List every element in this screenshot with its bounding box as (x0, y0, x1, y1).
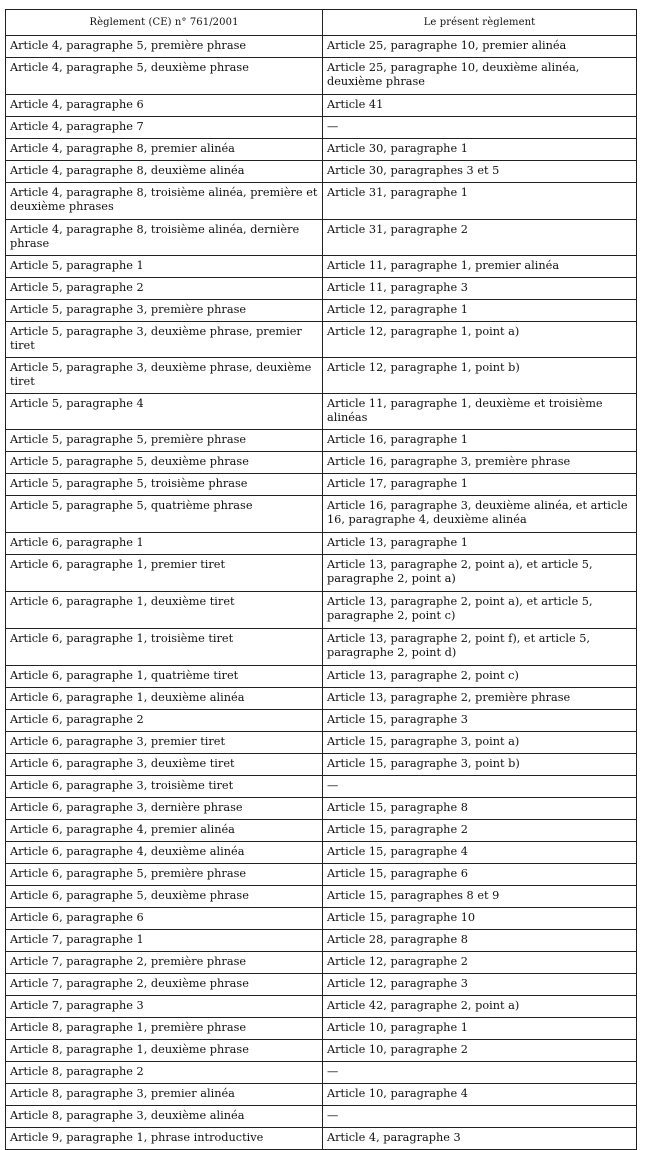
table-row (6, 930, 637, 952)
cell-target-reference: Article 42, paragraphe 2, point a) (323, 996, 637, 1018)
cell-source-reference: Article 6, paragraphe 1, troisième tiret (6, 629, 323, 666)
cell-source-reference: Article 6, paragraphe 3, troisième tiret (6, 776, 323, 798)
cell-source-reference: Article 6, paragraphe 2 (6, 710, 323, 732)
cell-target-reference: Article 13, paragraphe 2, point a), et article 5, paragraphe 2, point c) (323, 592, 637, 629)
cell-target-reference: Article 15, paragraphe 6 (323, 864, 637, 886)
cell-target-reference: — (323, 1106, 637, 1128)
table-row (6, 1062, 637, 1084)
cell-target-reference: Article 41 (323, 95, 637, 117)
cell-target-reference: Article 13, paragraphe 1 (323, 533, 637, 555)
table-row (6, 629, 637, 666)
cell-target-reference: Article 11, paragraphe 3 (323, 278, 637, 300)
table-row (6, 95, 637, 117)
table-row (6, 452, 637, 474)
table-row (6, 798, 637, 820)
cell-target-reference: Article 15, paragraphe 10 (323, 908, 637, 930)
cell-target-reference: Article 30, paragraphe 1 (323, 139, 637, 161)
cell-source-reference: Article 7, paragraphe 3 (6, 996, 323, 1018)
cell-target-reference: — (323, 1062, 637, 1084)
cell-source-reference: Article 6, paragraphe 6 (6, 908, 323, 930)
cell-target-reference: Article 12, paragraphe 1, point a) (323, 322, 637, 358)
cell-target-reference: Article 15, paragraphe 3, point b) (323, 754, 637, 776)
table-row (6, 974, 637, 996)
table-row (6, 161, 637, 183)
cell-target-reference: Article 25, paragraphe 10, premier alinéa (323, 36, 637, 58)
cell-source-reference: Article 7, paragraphe 2, première phrase (6, 952, 323, 974)
cell-source-reference: Article 6, paragraphe 1 (6, 533, 323, 555)
cell-target-reference: Article 12, paragraphe 1 (323, 300, 637, 322)
table-row (6, 1040, 637, 1062)
cell-target-reference: Article 15, paragraphe 3 (323, 710, 637, 732)
cell-target-reference: Article 15, paragraphes 8 et 9 (323, 886, 637, 908)
cell-source-reference: Article 6, paragraphe 1, quatrième tiret (6, 666, 323, 688)
cell-source-reference: Article 4, paragraphe 8, deuxième alinéa (6, 161, 323, 183)
cell-target-reference: Article 31, paragraphe 2 (323, 220, 637, 256)
table-row (6, 430, 637, 452)
cell-source-reference: Article 4, paragraphe 8, premier alinéa (6, 139, 323, 161)
cell-target-reference: Article 12, paragraphe 3 (323, 974, 637, 996)
header-present-regulation: Le présent règlement (323, 10, 637, 36)
table-row (6, 754, 637, 776)
cell-target-reference: Article 15, paragraphe 4 (323, 842, 637, 864)
cell-source-reference: Article 6, paragraphe 1, deuxième alinéa (6, 688, 323, 710)
cell-target-reference: Article 13, paragraphe 2, point f), et article 5, paragraphe 2, point d) (323, 629, 637, 666)
cell-target-reference: Article 15, paragraphe 8 (323, 798, 637, 820)
cell-target-reference: Article 11, paragraphe 1, premier alinéa (323, 256, 637, 278)
cell-source-reference: Article 9, paragraphe 1, phrase introductive (6, 1128, 323, 1150)
table-row (6, 300, 637, 322)
cell-source-reference: Article 8, paragraphe 3, deuxième alinéa (6, 1106, 323, 1128)
cell-source-reference: Article 4, paragraphe 6 (6, 95, 323, 117)
cell-target-reference: Article 12, paragraphe 2 (323, 952, 637, 974)
cell-source-reference: Article 6, paragraphe 3, deuxième tiret (6, 754, 323, 776)
cell-target-reference: Article 15, paragraphe 3, point a) (323, 732, 637, 754)
correspondence-table-container (5, 9, 636, 1150)
cell-source-reference: Article 6, paragraphe 1, deuxième tiret (6, 592, 323, 629)
table-row (6, 256, 637, 278)
cell-source-reference: Article 4, paragraphe 8, troisième alinéa, dernière phrase (6, 220, 323, 256)
cell-source-reference: Article 6, paragraphe 5, première phrase (6, 864, 323, 886)
cell-target-reference: Article 16, paragraphe 3, première phrase (323, 452, 637, 474)
table-row (6, 908, 637, 930)
table-header (6, 10, 637, 36)
header-row (6, 10, 637, 36)
cell-target-reference: Article 16, paragraphe 1 (323, 430, 637, 452)
cell-source-reference: Article 6, paragraphe 3, premier tiret (6, 732, 323, 754)
cell-target-reference: — (323, 776, 637, 798)
table-row (6, 776, 637, 798)
cell-source-reference: Article 6, paragraphe 1, premier tiret (6, 555, 323, 592)
cell-target-reference: Article 17, paragraphe 1 (323, 474, 637, 496)
cell-target-reference: Article 16, paragraphe 3, deuxième alinéa, et article 16, paragraphe 4, deuxième alinéa (323, 496, 637, 533)
cell-source-reference: Article 5, paragraphe 5, troisième phrase (6, 474, 323, 496)
cell-target-reference: Article 25, paragraphe 10, deuxième alinéa, deuxième phrase (323, 58, 637, 95)
cell-target-reference: Article 31, paragraphe 1 (323, 183, 637, 220)
cell-target-reference: Article 12, paragraphe 1, point b) (323, 358, 637, 394)
cell-source-reference: Article 5, paragraphe 5, deuxième phrase (6, 452, 323, 474)
cell-source-reference: Article 5, paragraphe 3, deuxième phrase, premier tiret (6, 322, 323, 358)
cell-source-reference: Article 5, paragraphe 5, première phrase (6, 430, 323, 452)
cell-source-reference: Article 4, paragraphe 5, deuxième phrase (6, 58, 323, 95)
cell-source-reference: Article 5, paragraphe 5, quatrième phrase (6, 496, 323, 533)
cell-target-reference: Article 28, paragraphe 8 (323, 930, 637, 952)
cell-target-reference: Article 10, paragraphe 2 (323, 1040, 637, 1062)
table-row (6, 139, 637, 161)
table-row (6, 183, 637, 220)
table-row (6, 555, 637, 592)
cell-target-reference: Article 30, paragraphes 3 et 5 (323, 161, 637, 183)
table-row (6, 1018, 637, 1040)
cell-target-reference: Article 13, paragraphe 2, point c) (323, 666, 637, 688)
cell-source-reference: Article 5, paragraphe 1 (6, 256, 323, 278)
table-body (6, 36, 637, 1150)
cell-source-reference: Article 8, paragraphe 1, première phrase (6, 1018, 323, 1040)
table-row (6, 36, 637, 58)
table-row (6, 1128, 637, 1150)
cell-target-reference: Article 4, paragraphe 3 (323, 1128, 637, 1150)
cell-source-reference: Article 5, paragraphe 3, première phrase (6, 300, 323, 322)
table-row (6, 322, 637, 358)
cell-target-reference: Article 10, paragraphe 4 (323, 1084, 637, 1106)
cell-source-reference: Article 5, paragraphe 3, deuxième phrase, deuxième tiret (6, 358, 323, 394)
table-row (6, 58, 637, 95)
cell-target-reference: Article 10, paragraphe 1 (323, 1018, 637, 1040)
table-row (6, 996, 637, 1018)
cell-source-reference: Article 8, paragraphe 2 (6, 1062, 323, 1084)
table-row (6, 886, 637, 908)
cell-source-reference: Article 6, paragraphe 4, deuxième alinéa (6, 842, 323, 864)
table-row (6, 842, 637, 864)
cell-source-reference: Article 6, paragraphe 4, premier alinéa (6, 820, 323, 842)
cell-target-reference: Article 13, paragraphe 2, première phrase (323, 688, 637, 710)
cell-source-reference: Article 5, paragraphe 2 (6, 278, 323, 300)
table-row (6, 864, 637, 886)
table-row (6, 358, 637, 394)
table-row (6, 592, 637, 629)
table-row (6, 732, 637, 754)
header-source-regulation: Règlement (CE) n° 761/2001 (6, 10, 323, 36)
cell-source-reference: Article 5, paragraphe 4 (6, 394, 323, 430)
table-row (6, 394, 637, 430)
table-row (6, 820, 637, 842)
table-row (6, 117, 637, 139)
cell-target-reference: Article 13, paragraphe 2, point a), et article 5, paragraphe 2, point a) (323, 555, 637, 592)
cell-target-reference: Article 11, paragraphe 1, deuxième et troisième alinéas (323, 394, 637, 430)
cell-source-reference: Article 8, paragraphe 3, premier alinéa (6, 1084, 323, 1106)
cell-source-reference: Article 7, paragraphe 2, deuxième phrase (6, 974, 323, 996)
table-row (6, 952, 637, 974)
cell-source-reference: Article 6, paragraphe 3, dernière phrase (6, 798, 323, 820)
table-row (6, 688, 637, 710)
cell-source-reference: Article 4, paragraphe 7 (6, 117, 323, 139)
cell-target-reference: Article 15, paragraphe 2 (323, 820, 637, 842)
correspondence-table (5, 9, 637, 1150)
table-row (6, 710, 637, 732)
table-row (6, 533, 637, 555)
cell-source-reference: Article 7, paragraphe 1 (6, 930, 323, 952)
table-row (6, 278, 637, 300)
cell-source-reference: Article 6, paragraphe 5, deuxième phrase (6, 886, 323, 908)
table-row (6, 1106, 637, 1128)
cell-source-reference: Article 8, paragraphe 1, deuxième phrase (6, 1040, 323, 1062)
table-row (6, 220, 637, 256)
cell-source-reference: Article 4, paragraphe 8, troisième alinéa, première et deuxième phrases (6, 183, 323, 220)
table-row (6, 496, 637, 533)
table-row (6, 1084, 637, 1106)
table-row (6, 666, 637, 688)
cell-target-reference: — (323, 117, 637, 139)
table-row (6, 474, 637, 496)
cell-source-reference: Article 4, paragraphe 5, première phrase (6, 36, 323, 58)
